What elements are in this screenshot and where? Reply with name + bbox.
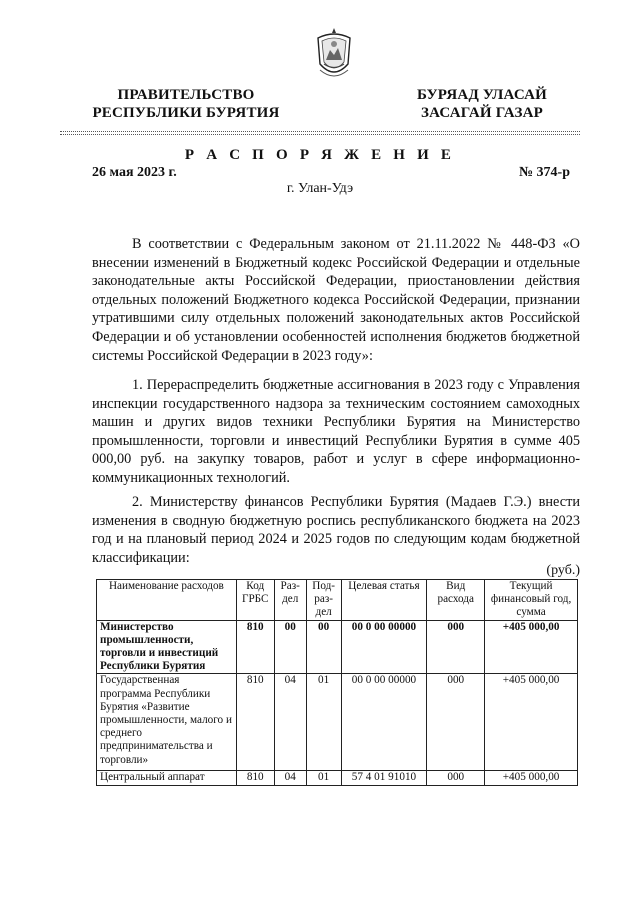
col-header-grbs: Код ГРБС: [236, 580, 274, 621]
table-row: [97, 771, 578, 785]
budget-classification-table: [96, 579, 578, 786]
cell-type: 000: [427, 771, 485, 785]
government-header-buryat: [402, 86, 562, 122]
cell-target: 57 4 01 91010: [341, 771, 427, 785]
col-header-target: Целевая статья: [341, 580, 427, 621]
cell-grbs: 810: [236, 771, 274, 785]
header-right-line2: ЗАСАГАЙ ГАЗАР: [421, 105, 543, 121]
clause-1-paragraph: 1. Перераспределить бюджетные ассигнования в 2023 году с Управления инспекции государственного надзора за техническим состоянием самоходных машин и других видов техники Республики Бурятия на Министерство промышленности, торговли и инвестиций Республики Бурятия в сумме 405 000,00 руб. на закупку товаров, работ и услуг в сфере информационно-коммуникационных технологий.: [92, 377, 580, 486]
cell-name: Государственная программа Республики Бурятия «Развитие промышленности, малого и среднего предпринимательства и торговли»: [97, 674, 237, 771]
cell-subsection: 01: [306, 674, 341, 771]
cell-type: 000: [427, 620, 485, 674]
document-number: № 374-р: [518, 165, 570, 180]
header-left-line1: ПРАВИТЕЛЬСТВО: [117, 87, 255, 103]
col-header-type: Вид расхода: [427, 580, 485, 621]
col-header-amount: Текущий финансовый год, сумма: [485, 580, 578, 621]
clause-2-paragraph: 2. Министерству финансов Республики Бурятия (Мадаев Г.Э.) внести изменения в сводную бюджетную роспись республиканского бюджета на 2023 год и на плановый период 2024 и 2025 годов по следующим кодам бюджетной классификации:: [92, 494, 580, 566]
col-header-name: Наименование расходов: [97, 580, 237, 621]
document-title: Р А С П О Р Я Ж Е Н И Е: [184, 147, 456, 163]
cell-amount: +405 000,00: [485, 771, 578, 785]
header-right-line1: БУРЯАД УЛАСАЙ: [416, 87, 548, 103]
table-header-row: [97, 580, 578, 621]
currency-unit-label: (руб.): [546, 563, 580, 578]
cell-amount: +405 000,00: [485, 620, 578, 674]
cell-section: 04: [274, 771, 306, 785]
cell-type: 000: [427, 674, 485, 771]
government-header-russian: [86, 86, 286, 122]
col-header-subsection: Под-раз-дел: [306, 580, 341, 621]
header-divider-bottom: [60, 134, 580, 135]
header-left-line2: РЕСПУБЛИКИ БУРЯТИЯ: [92, 105, 280, 121]
cell-name: Центральный аппарат: [97, 771, 237, 785]
document-date: 26 мая 2023 г.: [92, 165, 177, 180]
table-row: [97, 674, 578, 771]
cell-subsection: 00: [306, 620, 341, 674]
cell-amount: +405 000,00: [485, 674, 578, 771]
col-header-section: Раз-дел: [274, 580, 306, 621]
header-divider-top: [60, 131, 580, 132]
cell-section: 04: [274, 674, 306, 771]
cell-subsection: 01: [306, 771, 341, 785]
table-row: [97, 620, 578, 674]
cell-name: Министерство промышленности, торговли и инвестиций Республики Бурятия: [97, 620, 237, 674]
cell-section: 00: [274, 620, 306, 674]
document-city: г. Улан-Удэ: [286, 181, 354, 196]
preamble-paragraph: В соответствии с Федеральным законом от 21.11.2022 № 448-ФЗ «О внесении изменений в Бюджетный кодекс Российской Федерации и отдельные законодательные акты Российской Федерации, приостановлении действия отдельных положений Бюджетного кодекса Российской Федерации, признании утратившими силу отдельных положений законодательных актов Российской Федерации и об установлении особенностей исполнения бюджетов бюджетной системы Российской Федерации в 2023 году»:: [92, 236, 580, 364]
cell-target: 00 0 00 00000: [341, 674, 427, 771]
cell-grbs: 810: [236, 620, 274, 674]
cell-target: 00 0 00 00000: [341, 620, 427, 674]
coat-of-arms-emblem: [312, 24, 356, 84]
cell-grbs: 810: [236, 674, 274, 771]
